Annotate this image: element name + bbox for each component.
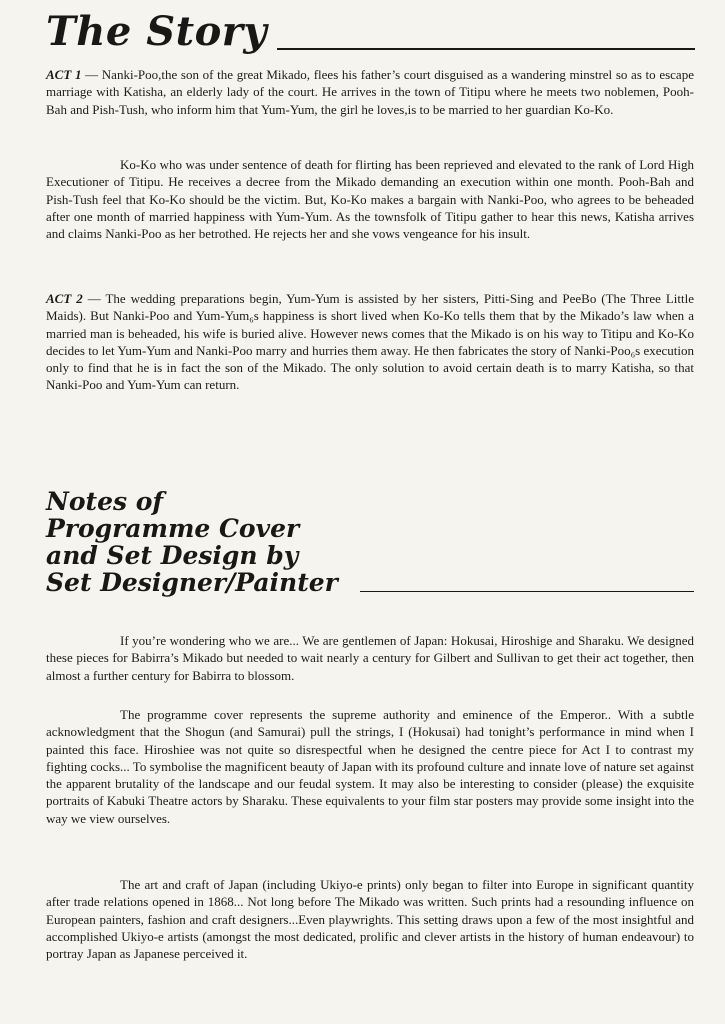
story-title-rule bbox=[277, 48, 695, 50]
notes-title-line-2: Programme Cover bbox=[46, 514, 300, 543]
story-heading-row bbox=[46, 10, 695, 54]
act1-text: — Nanki-Poo,the son of the great Mikado, flees his father’s court disguised as a wandering minstrel so as to escape marriage with Katisha, an elderly lady of the court. He arrives in the town of Titipu where he meets two noblemen, Pooh-Bah and Pish-Tush, who inform him that Yum-Yum, the girl he loves,is to be married to her guardian Ko-Ko. bbox=[46, 67, 694, 117]
story-title: The Story bbox=[46, 8, 268, 55]
act2-text: — The wedding preparations begin, Yum-Yum is assisted by her sisters, Pitti-Sing and PeeBo (The Three Little Maids). But Nanki-Poo and Yum-Yum₆s happiness is short lived when Ko-Ko tells them that by the Mikado’s law when a married man is beheaded, his wife is buried alive. However news comes that the Mikado is on his way to Titipu and Ko-Ko decides to let Yum-Yum and Nanki-Poo marry and hurries them away. He then fabricates the story of Nanki-Poo₆s execution only to find that he is in fact the son of the Mikado. The only solution to avoid certain death is to marry Katisha, so that Nanki-Poo and Yum-Yum can return. bbox=[46, 291, 694, 393]
notes-title-rule bbox=[360, 591, 694, 592]
notes-title-last-row bbox=[46, 569, 725, 596]
act2-label: ACT 2 bbox=[46, 291, 83, 306]
notes-paragraph-2: The programme cover represents the supreme authority and eminence of the Emperor.. With a subtle acknowledgment that the Shogun (and Samurai) pull the strings, I (Hokusai) had tonight’s performance in mind when I painted this face. Hiroshiee was not quite so disrespectful when he designed the centre piece for Act I to contrast my fighting cocks... To symbolise the magnificent beauty of Japan with its profound culture and innate love of nature set against the apparent brutality of the landscape and our feudal system. It may also be interesting to consider (please) the exquisite portraits of Kabuki Theatre actors by Sharaku. These equivalents to your film star posters may provide some insight into the way we view ourselves. bbox=[46, 707, 694, 826]
act1-paragraph bbox=[46, 66, 694, 118]
notes-paragraph-3: The art and craft of Japan (including Ukiyo-e prints) only began to filter into Europe in significant quantity after trade relations opened in 1868... Not long before The Mikado was written. Such prints had a resounding influence on European painters, fashion and craft designers...Even playwrights. This setting draws upon a few of the most insightful and accomplished Ukiyo-e artists (amongst the most dedicated, prolific and clever artists in the history of human endeavour) to portray Japan as Japanese perceived it. bbox=[46, 877, 694, 962]
notes-title-line-4: Set Designer/Painter bbox=[46, 568, 338, 597]
act2-paragraph bbox=[46, 290, 694, 394]
notes-title-line-1: Notes of bbox=[46, 487, 164, 516]
notes-heading bbox=[46, 488, 725, 596]
notes-title-line-3: and Set Design by bbox=[46, 541, 299, 570]
act1-label: ACT 1 bbox=[46, 67, 82, 82]
story-paragraph-2: Ko-Ko who was under sentence of death for flirting has been reprieved and elevated to the rank of Lord High Executioner of Titipu. He receives a decree from the Mikado demanding an execution within one month. Pooh-Bah and Pish-Tush feel that Ko-Ko should be the victim. But, Ko-Ko makes a bargain with Nanki-Poo, who agrees to be beheaded after one month of married happiness with Yum-Yum. As the townsfolk of Titipu gather to hear this news, Katisha arrives and claims Nanki-Poo as her betrothed. He rejects her and she vows vengeance for his insult. bbox=[46, 157, 694, 242]
notes-paragraph-1: If you’re wondering who we are... We are gentlemen of Japan: Hokusai, Hiroshige and Sharaku. We designed these pieces for Babirra’s Mikado but needed to wait nearly a century for Gilbert and Sullivan to get their act together, then almost a further century for Babirra to blossom. bbox=[46, 633, 694, 683]
